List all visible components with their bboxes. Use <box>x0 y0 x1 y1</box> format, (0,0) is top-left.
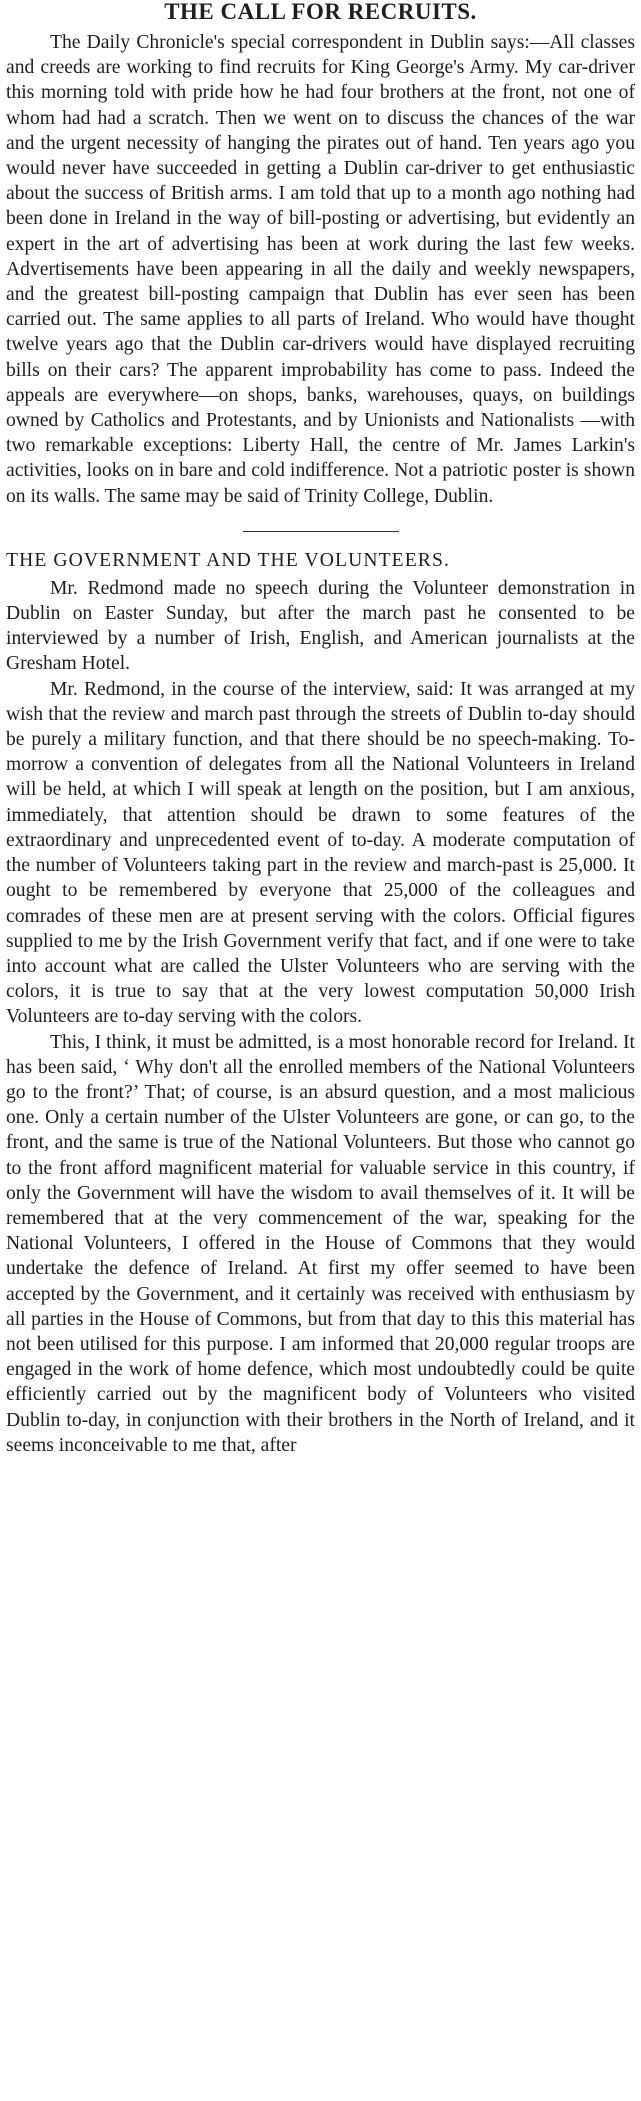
section-divider <box>243 531 399 532</box>
article-paragraph: This, I think, it must be admitted, is a most honorable record for Ireland. It has been said, ‘ Why don't all the enrolled members of the National Volunteers go to the front?’ That; of course, is an absurd question, and a most malicious one. Only a certain number of the Ulster Volunteers are gone, or can go, to the front, and the same is true of the National Volunteers. But those who cannot go to the front afford magnificent material for valuable service in this country, if only the Government will have the wisdom to avail themselves of it. It will be remembered that at the very commencement of the war, speaking for the National Volunteers, I offered in the House of Commons that they would undertake the defence of Ireland. At first my offer seemed to have been accepted by the Government, and it certainly was received with enthusiasm by all parties in the House of Commons, but from that day to this this material has not been utilised for this purpose. I am informed that 20,000 regular troops are engaged in the work of home defence, which most undoubtedly could be quite efficiently carried out by the magnificent body of Volunteers who visited Dublin to-day, in conjunction with their brothers in the North of Ireland, and it seems inconceivable to me that, after <box>6 1031 635 1456</box>
article-paragraph: Mr. Redmond made no speech during the Volunteer demonstration in Dublin on Easter Sunday, but after the march past he consented to be interviewed by a number of Irish, English, and American journalists at the Gresham Hotel. <box>6 577 635 675</box>
article-paragraph: The Daily Chronicle's special correspondent in Dublin says:—All classes and creeds are working to find recruits for King George's Army. My car-driver this morning told with pride how he had four brothers at the front, not one of whom had had a scratch. Then we went on to discuss the chances of the war and the urgent necessity of hanging the pirates out of hand. Ten years ago you would never have succeeded in getting a Dublin car-driver to get enthusiastic about the success of British arms. I am told that up to a month ago nothing had been done in Ireland in the way of bill-posting or advertising, but evidently an expert in the art of advertising has been at work during the last few weeks. Advertisements have been appearing in all the daily and weekly newspapers, and the greatest bill-posting campaign that Dublin has ever seen has been carried out. The same applies to all parts of Ireland. Who would have thought twelve years ago that the Dublin car-drivers would have displayed recruiting bills on their cars? The apparent improbability has come to pass. Indeed the appeals are everywhere—on shops, banks, warehouses, quays, on buildings owned by Catholics and Protestants, and by Unionists and Nationalists —with two remarkable exceptions: Liberty Hall, the centre of Mr. James Larkin's activities, looks on in bare and cold indifference. Not a patriotic poster is shown on its walls. The same may be said of Trinity College, Dublin. <box>6 32 635 507</box>
article-headline: THE CALL FOR RECRUITS. <box>164 0 477 24</box>
section-headline: THE GOVERNMENT AND THE VOLUNTEERS. <box>6 549 450 571</box>
article-paragraph: Mr. Redmond, in the course of the interview, said: It was arranged at my wish that the review and march past through the streets of Dublin to-day should be purely a military function, and that there should be no speech-making. To-morrow a convention of delegates from all the National Volunteers in Ireland will be held, at which I will speak at length on the position, but I am anxious, immediately, that attention should be drawn to some features of the extraordinary and unprecedented event of to-day. A moderate computation of the number of Volunteers taking part in the review and march-past is 25,000. It ought to be remembered by everyone that 25,000 of the colleagues and comrades of these men are at present serving with the colors. Official figures supplied to me by the Irish Government verify that fact, and if one were to take into account what are called the Ulster Volunteers who are serving with the colors, it is true to say that at the very lowest computation 50,000 Irish Volunteers are to-day serving with the colors. <box>6 678 635 1028</box>
